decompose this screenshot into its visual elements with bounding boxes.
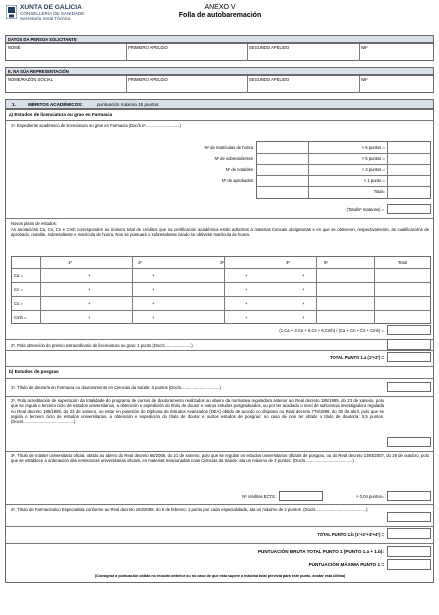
- grade-result-notable-input[interactable]: [388, 165, 431, 175]
- plus-sign: +: [88, 273, 91, 278]
- representation-surname2-label: SEGUNDO APELIDO: [249, 77, 290, 82]
- applicant-nif-label: NIF: [361, 45, 368, 50]
- credits-header-year3: 3º: [220, 260, 224, 265]
- ects-mult: × 0,04 puntos=: [356, 494, 384, 499]
- grade-label-pass: Nº de aprobados: [221, 178, 253, 183]
- credits-header-year5: 5º: [324, 260, 328, 265]
- gross-total-input[interactable]: [387, 546, 431, 557]
- grade-count-honours-input[interactable]: [258, 143, 307, 153]
- grades-total-label: Total=: [373, 189, 385, 194]
- representation-surname1-label: PRIMEIRO APELIDO: [128, 77, 168, 82]
- representation-nif-label: NIF: [361, 77, 368, 82]
- grade-result-honours-input[interactable]: [388, 143, 431, 153]
- representation-name-label: NOME/RAZÓN SOCIAL: [8, 77, 53, 82]
- credits-header-year1: 1º: [68, 260, 72, 265]
- org-name: XUNTA DE GALICIA: [20, 4, 82, 11]
- b4-text: 4º. Título de Farmacéutico Especialista conforme ao Real decreto 183/2008, do 8 de febreiro: 1 punto por cada especialidade, ata un máximo de 2 puntos. (Doc/s...........................................): [11, 507, 368, 512]
- plus-sign: +: [152, 301, 155, 306]
- subsection-b-title: b) Estudos de posgrao: [9, 369, 59, 374]
- grade-result-outstanding-input[interactable]: [388, 154, 431, 164]
- b1-input[interactable]: [387, 382, 431, 392]
- applicant-surname2-label: SEGUNDO APELIDO: [249, 45, 290, 50]
- b2-text: 2º. Pola acreditación de superación da totalidade do programa de cursos de doutoramento realizados ao abeiro da normativa reguladora anterior ao Real decreto 185/1985, do 23 de xaneiro, polo que se regula o terceiro ciclo de estudos universitarios, a obtención e expedición do título de doutor e outros estudos posgraduados, ou por ter acadado o nivel de suficiencia investigadora regulada no Real decreto 185/1985, do 23 de xaneiro, ou estar en posesión do Diploma de Estudos Avanzados (DEA) obtido de acordo co disposto no Real decreto 778/1998, do 30 de abril, polo que se regula o terceiro ciclo de estudos universitarios, a obtención e expedición do título de doutor e outros estudos de posgrao; no caso de non ter obtido o título de doutor/a: 0,5 puntos. (Doc/s...........................................): [11, 398, 384, 425]
- footer-note: (Consignar a puntuación obtida no recadro anterior ou no caso de que esta supere a máxima total prevista para este punto, anotar esta última): [94, 574, 346, 578]
- total-1a-label: TOTAL PUNTO 1.a (1º+2º) =: [330, 355, 384, 360]
- grade-count-pass-input[interactable]: [258, 176, 307, 186]
- applicant-surname1-input[interactable]: [127, 51, 246, 61]
- credits-ca-input[interactable]: [41, 269, 431, 282]
- a2-input[interactable]: [387, 339, 431, 350]
- grade-mult-notable: × 3 puntos =: [361, 167, 385, 172]
- applicant-surname1-label: PRIMEIRO APELIDO: [128, 45, 168, 50]
- applicant-name-input[interactable]: [7, 51, 125, 61]
- representation-surname1-input[interactable]: [127, 83, 246, 93]
- credits-row-ca-label: Ca =: [14, 273, 23, 278]
- plus-sign: +: [302, 301, 305, 306]
- ects-input[interactable]: [279, 491, 323, 501]
- representation-nif-input[interactable]: [360, 83, 433, 93]
- credits-table: [11, 256, 431, 324]
- grade-label-honours: Nº de matrículas de honra: [204, 145, 253, 150]
- page-title: Folla de autobaremación: [178, 12, 262, 19]
- annex-label: ANEXO V: [204, 4, 236, 11]
- grade-count-outstanding-input[interactable]: [258, 154, 307, 164]
- plus-sign: +: [88, 301, 91, 306]
- xunta-logo-icon: [6, 5, 17, 19]
- a2-label: 2º. Pola obtención do premio extraordinario de licenciatura ou grao: 1 punto (Doc/s.......................): [11, 343, 193, 348]
- b3-text: 3º. Título de máster universitario oficial, obtido ao abeiro do Real decreto 56/2005, do 21 de xaneiro, polo que se regulan os estudos universitarios oficiais de posgrao, ou do Real decreto 1393/2007, do 29 de outubro, polo que se establece a ordenación das ensinanzas universitarias oficiais, en materias relacionadas coas Ciencias da Saúde: ata un máximo de 3 puntos. (Doc/s........................................): [11, 453, 429, 464]
- plus-sign: +: [152, 315, 155, 320]
- representation-fields: [5, 75, 434, 93]
- org-department: CONSELLERÍA DE SANIDADE: [20, 11, 85, 16]
- section1-header: [5, 99, 434, 109]
- plus-sign: +: [88, 315, 91, 320]
- grade-mult-outstanding: × 5 puntos =: [361, 156, 385, 161]
- grade-label-outstanding: Nº de sobresalientes: [214, 156, 253, 161]
- max-score-input[interactable]: [387, 559, 431, 570]
- applicant-fields: [5, 43, 434, 61]
- plus-sign: +: [245, 287, 248, 292]
- applicant-surname2-input[interactable]: [248, 51, 358, 61]
- grades-ratio-input[interactable]: [387, 204, 431, 214]
- total-1b-input[interactable]: [387, 528, 431, 539]
- subsection-a-title: a) Estudos de licenciatura ou grao en Farmacia: [9, 112, 113, 117]
- credits-row-cmh-label: Cmh =: [14, 315, 27, 320]
- grade-label-notable: Nº de notables: [225, 167, 253, 172]
- new-plans-title: Novos plans de estudos:: [11, 221, 57, 226]
- total-1b-label: TOTAL PUNTO 1.b (1º+2º+3º+4º) =: [317, 532, 384, 537]
- plus-sign: +: [302, 287, 305, 292]
- plus-sign: +: [152, 273, 155, 278]
- representation-surname2-input[interactable]: [248, 83, 358, 93]
- plus-sign: +: [245, 301, 248, 306]
- grades-ratio-label: (Total/nº materias) =: [346, 207, 384, 212]
- plus-sign: +: [302, 315, 305, 320]
- gross-total-label: PUNTUACIÓN BRUTA TOTAL PUNTO 1 (PUNTO 1.a + 1.b):: [257, 549, 384, 554]
- representation-section-title: E, NA SÚA REPRESENTACIÓN: [5, 67, 434, 75]
- credits-row-cn-label: Cn =: [14, 287, 23, 292]
- section1-number: 1.: [12, 102, 16, 107]
- applicant-nif-input[interactable]: [360, 51, 433, 61]
- grade-result-pass-input[interactable]: [388, 176, 431, 186]
- plus-sign: +: [152, 287, 155, 292]
- b2-input[interactable]: [387, 437, 431, 447]
- credits-formula-input[interactable]: [387, 325, 431, 335]
- grades-table: [204, 141, 431, 199]
- section1-title: MÉRITOS ACADÉMICOS:: [28, 102, 83, 107]
- grade-mult-pass: × 1 punto =: [363, 178, 385, 183]
- credits-row-cs-label: Cs =: [14, 301, 23, 306]
- credits-formula: (1.Ca + 3.Cn + 5.Cs + 6.Cmh) / (Ca + Cn + Cs + Cmh) =: [279, 328, 384, 333]
- applicant-section-title: DATOS DA PERSOA SOLICITANTE: [5, 35, 434, 43]
- credits-cs-input[interactable]: [41, 297, 431, 310]
- credits-cmh-input[interactable]: [41, 311, 431, 324]
- grade-count-notable-input[interactable]: [258, 165, 307, 175]
- grade-mult-honours: × 6 puntos =: [361, 145, 385, 150]
- total-1a-input[interactable]: [387, 352, 431, 362]
- ects-label: Nº créditos ECTS:: [242, 494, 276, 499]
- plus-sign: +: [245, 315, 248, 320]
- plus-sign: +: [302, 273, 305, 278]
- b4-input[interactable]: [387, 512, 431, 522]
- org-subdepartment: Secretaría Xeral Técnica: [20, 16, 71, 21]
- new-plans-text: As anotacións Ca, Cn, Cs e Cmh corresponden ao número total de créditos que na certificación académica están adscritos a materias troncais obrigatorias e en que se obtiveron, respectivamente, as cualificacións de aprobado, notable, sobresaliente e matrícula de honra. Non se puntuará o sobresaliente cando se obtivese matrícula de honra.: [11, 227, 429, 238]
- credits-header-year2: 2º: [138, 260, 142, 265]
- representation-name-input[interactable]: [7, 83, 125, 93]
- max-score-label: PUNTUACIÓN MÁXIMA PUNTO 1 =: [308, 562, 384, 567]
- plus-sign: +: [88, 287, 91, 292]
- section1-body: [5, 109, 434, 583]
- credits-header-year4: 4º: [286, 260, 290, 265]
- credits-cn-input[interactable]: [41, 283, 431, 296]
- plus-sign: +: [245, 273, 248, 278]
- b1-label: 1º. Título de doutor/a en Farmacia ou doutoramento en Ciencias da Saúde: 3 puntos (Doc/s.................................): [11, 385, 221, 390]
- grades-total-input[interactable]: [388, 187, 431, 199]
- credits-header-total: Total: [398, 260, 407, 265]
- a1-label: 1º. Expediente académico de licenciatura ou grao en Farmacia (Doc/s nº.............................): [11, 123, 181, 128]
- applicant-name-label: NOME: [8, 45, 21, 50]
- section1-subtitle: puntuación máxima 15 puntos.: [97, 102, 160, 107]
- ects-result-input[interactable]: [387, 491, 431, 501]
